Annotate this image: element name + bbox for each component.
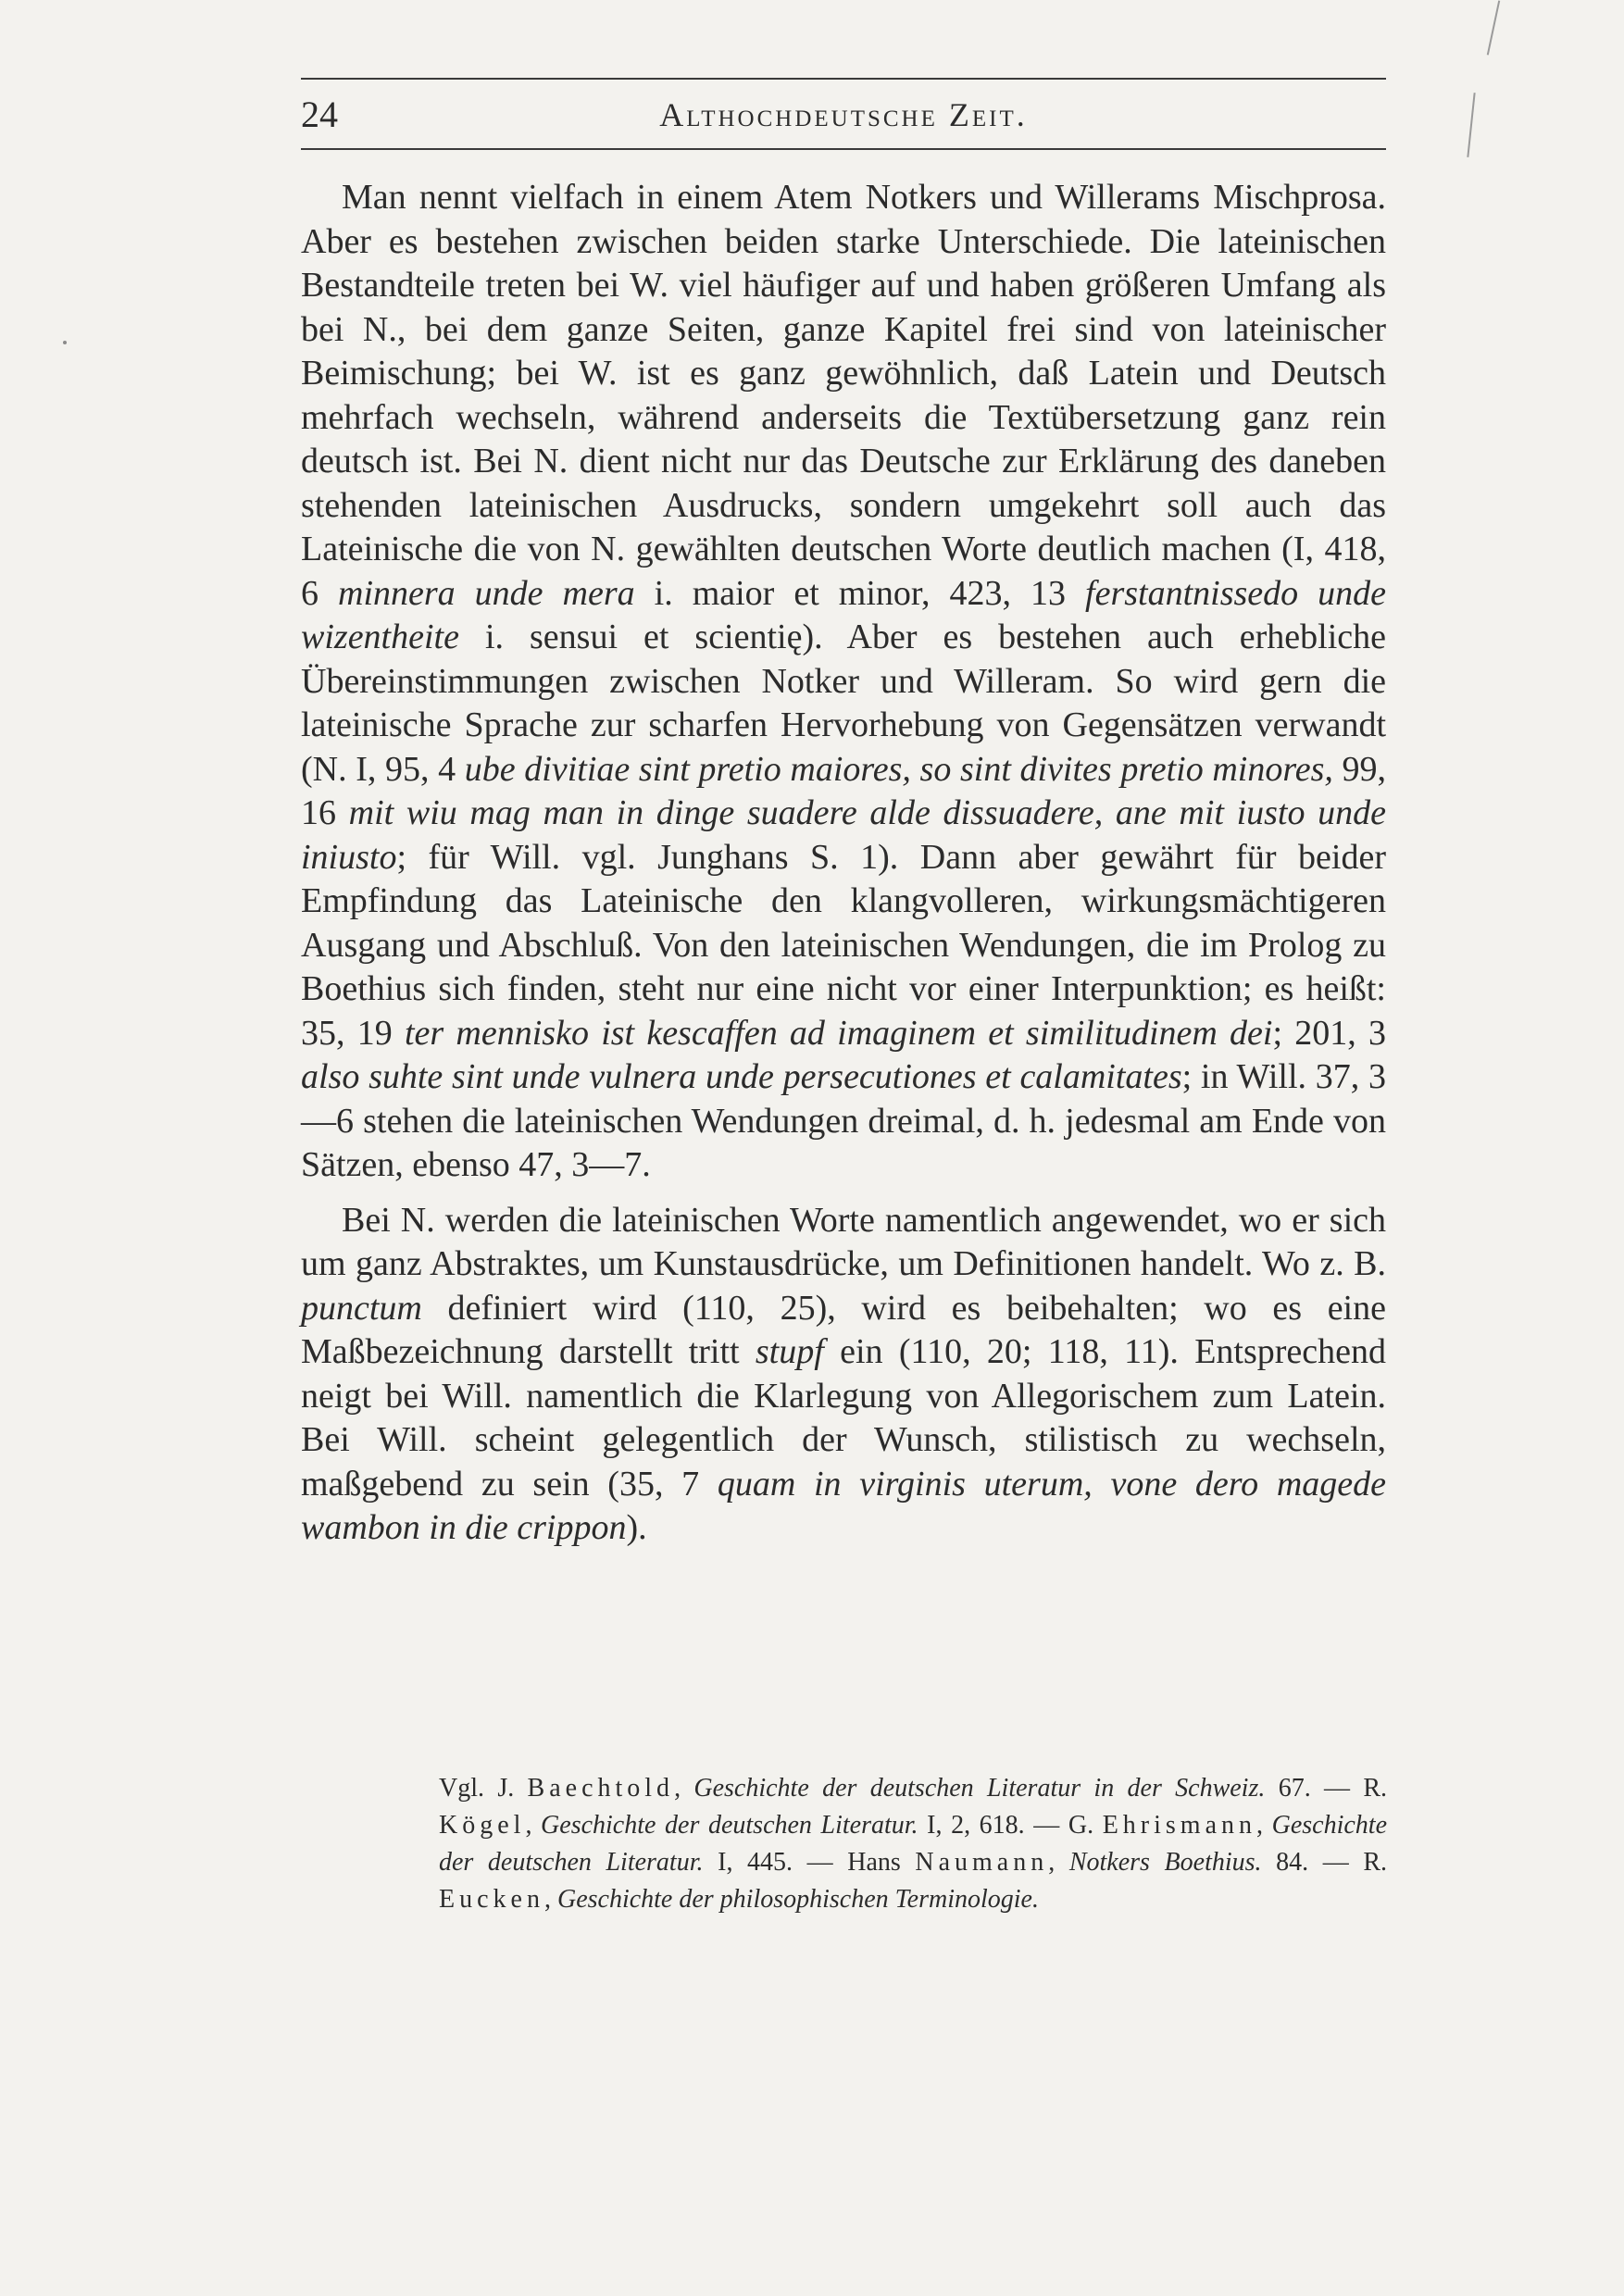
italic-phrase: ter mennisko ist kescaffen ad imaginem et similitudinem dei [404,1013,1273,1053]
author-name: Naumann [915,1848,1049,1877]
paragraph [301,176,1386,1188]
text-run: i. maior et minor, 423, 13 [634,573,1086,613]
italic-phrase: Geschichte der deutschen Literatur in der Schweiz. [693,1774,1266,1803]
italic-phrase: stupf [755,1332,824,1371]
italic-phrase: punctum [301,1288,422,1328]
text-run: ). [626,1508,647,1547]
text-run: 99, 16 [301,749,1386,832]
margin-scratch [1467,93,1475,157]
text-run: , [543,1885,557,1914]
text-run: ein (110, 20; 118, 11). Entsprechend neigt bei Will. namentlich die Klarlegung von Allegorischem zum Latein. Bei Will. scheint gelegentlich der Wunsch, stilistisch zu wechseln, maßgebend zu sein (35, 7 [301,1332,1387,1504]
author-name: Kögel [439,1811,526,1840]
text-run: definiert wird (110, 25), wird es beibehalten; wo es eine Maßbezeichnung darstellt tritt [301,1288,1386,1371]
text-run: ; in Will. 37, 3—6 stehen die lateinischen Wendungen dreimal, d. h. jedesmal am Ende von Sätzen, ebenso 47, 3—7. [301,1057,1386,1184]
text-run: Man nennt vielfach in einem Atem Notkers und Willerams Mischprosa. Aber es bestehen zwischen beiden starke Unterschiede. Die lateinischen Bestandteile treten bei W. viel häufiger auf und haben größeren Umfang als bei N., bei dem ganze Seiten, ganze Kapitel frei sind von lateinischer Beimischung; bei W. ist es ganz gewöhnlich, daß Latein und Deutsch mehrfach wechseln, während anderseits die Textübersetzung ganz rein deutsch ist. Bei N. dient nicht nur das Deutsche zur Erklärung des daneben stehenden lateinischen Ausdrucks, sondern umgekehrt soll auch das Lateinische die von N. gewählten deutschen Worte deutlich machen (I, 418, 6 [301,178,1386,613]
running-head [301,89,1386,141]
running-title: Althochdeutsche Zeit. [659,96,1028,133]
text-run: , [525,1811,542,1840]
header-rule-top [301,78,1386,80]
author-name: Ehrismann [1102,1811,1257,1840]
italic-phrase: mit wiu mag man in dinge suadere alde dissuadere, ane mit iusto unde iniusto [301,793,1387,877]
body-text [301,176,1386,1551]
bibliography-text [439,1770,1387,1918]
page-number: 24 [301,94,338,135]
italic-phrase: also suhte sint unde vulnera unde persecutiones et calamitates [301,1057,1182,1096]
text-run: i. sensui et scientię). Aber es bestehen auch erhebliche Übereinstimmungen zwischen Notker und Willeram. So wird gern die lateinische Sprache zur scharfen Hervorhebung von Gegensätzen verwandt (N. I, 95, 4 [301,618,1386,789]
italic-phrase: Notkers Boethius. [1068,1848,1262,1877]
text-run: , [1256,1811,1272,1840]
text-run: Vgl. J. [439,1774,528,1803]
text-run: 67. — R. [1265,1774,1387,1803]
text-run: I, 445. — Hans [703,1848,916,1877]
text-run: , [1048,1848,1069,1877]
author-name: Eucken [439,1885,544,1914]
paragraph [301,1199,1386,1551]
italic-phrase: Geschichte der deutschen Literatur. [541,1811,918,1840]
italic-phrase: ube divitiae sint pretio maiores, so sint divites pretio minores, [464,749,1333,789]
text-run: I, 2, 618. — G. [918,1811,1103,1840]
text-run: ; für Will. vgl. Junghans S. 1). Dann aber gewährt für beider Empfindung das Lateinische den klangvolleren, wirkungsmächtigeren Ausgang und Abschluß. Von den lateinischen Wendungen, die im Prolog zu Boethius sich finden, steht nur eine nicht vor einer Interpunktion; es heißt: 35, 19 [301,837,1386,1053]
author-name: Baechtold [527,1774,675,1803]
italic-phrase: quam in virginis uterum, vone dero magede wambon in die crippon [301,1464,1386,1547]
text-run: Bei N. werden die lateinischen Worte namentlich angewendet, wo er sich um ganz Abstraktes, um Kunstausdrücke, um Definitionen handelt. Wo z. B. [301,1200,1386,1283]
italic-phrase: ferstantnissedo unde wizentheite [301,573,1387,656]
header-rule-bottom [301,148,1386,150]
italic-phrase: minnera unde mera [338,573,635,613]
text-run: ; 201, 3 [1272,1013,1387,1053]
italic-phrase: Geschichte der philosophischen Terminologie. [556,1885,1039,1914]
text-run: 84. — R. [1261,1848,1387,1877]
paper-speck [63,341,67,344]
bibliography-note [439,1770,1387,1918]
text-run: , [674,1774,694,1803]
italic-phrase: Geschichte der deutschen Literatur. [439,1811,1388,1877]
margin-scratch [1487,0,1500,55]
